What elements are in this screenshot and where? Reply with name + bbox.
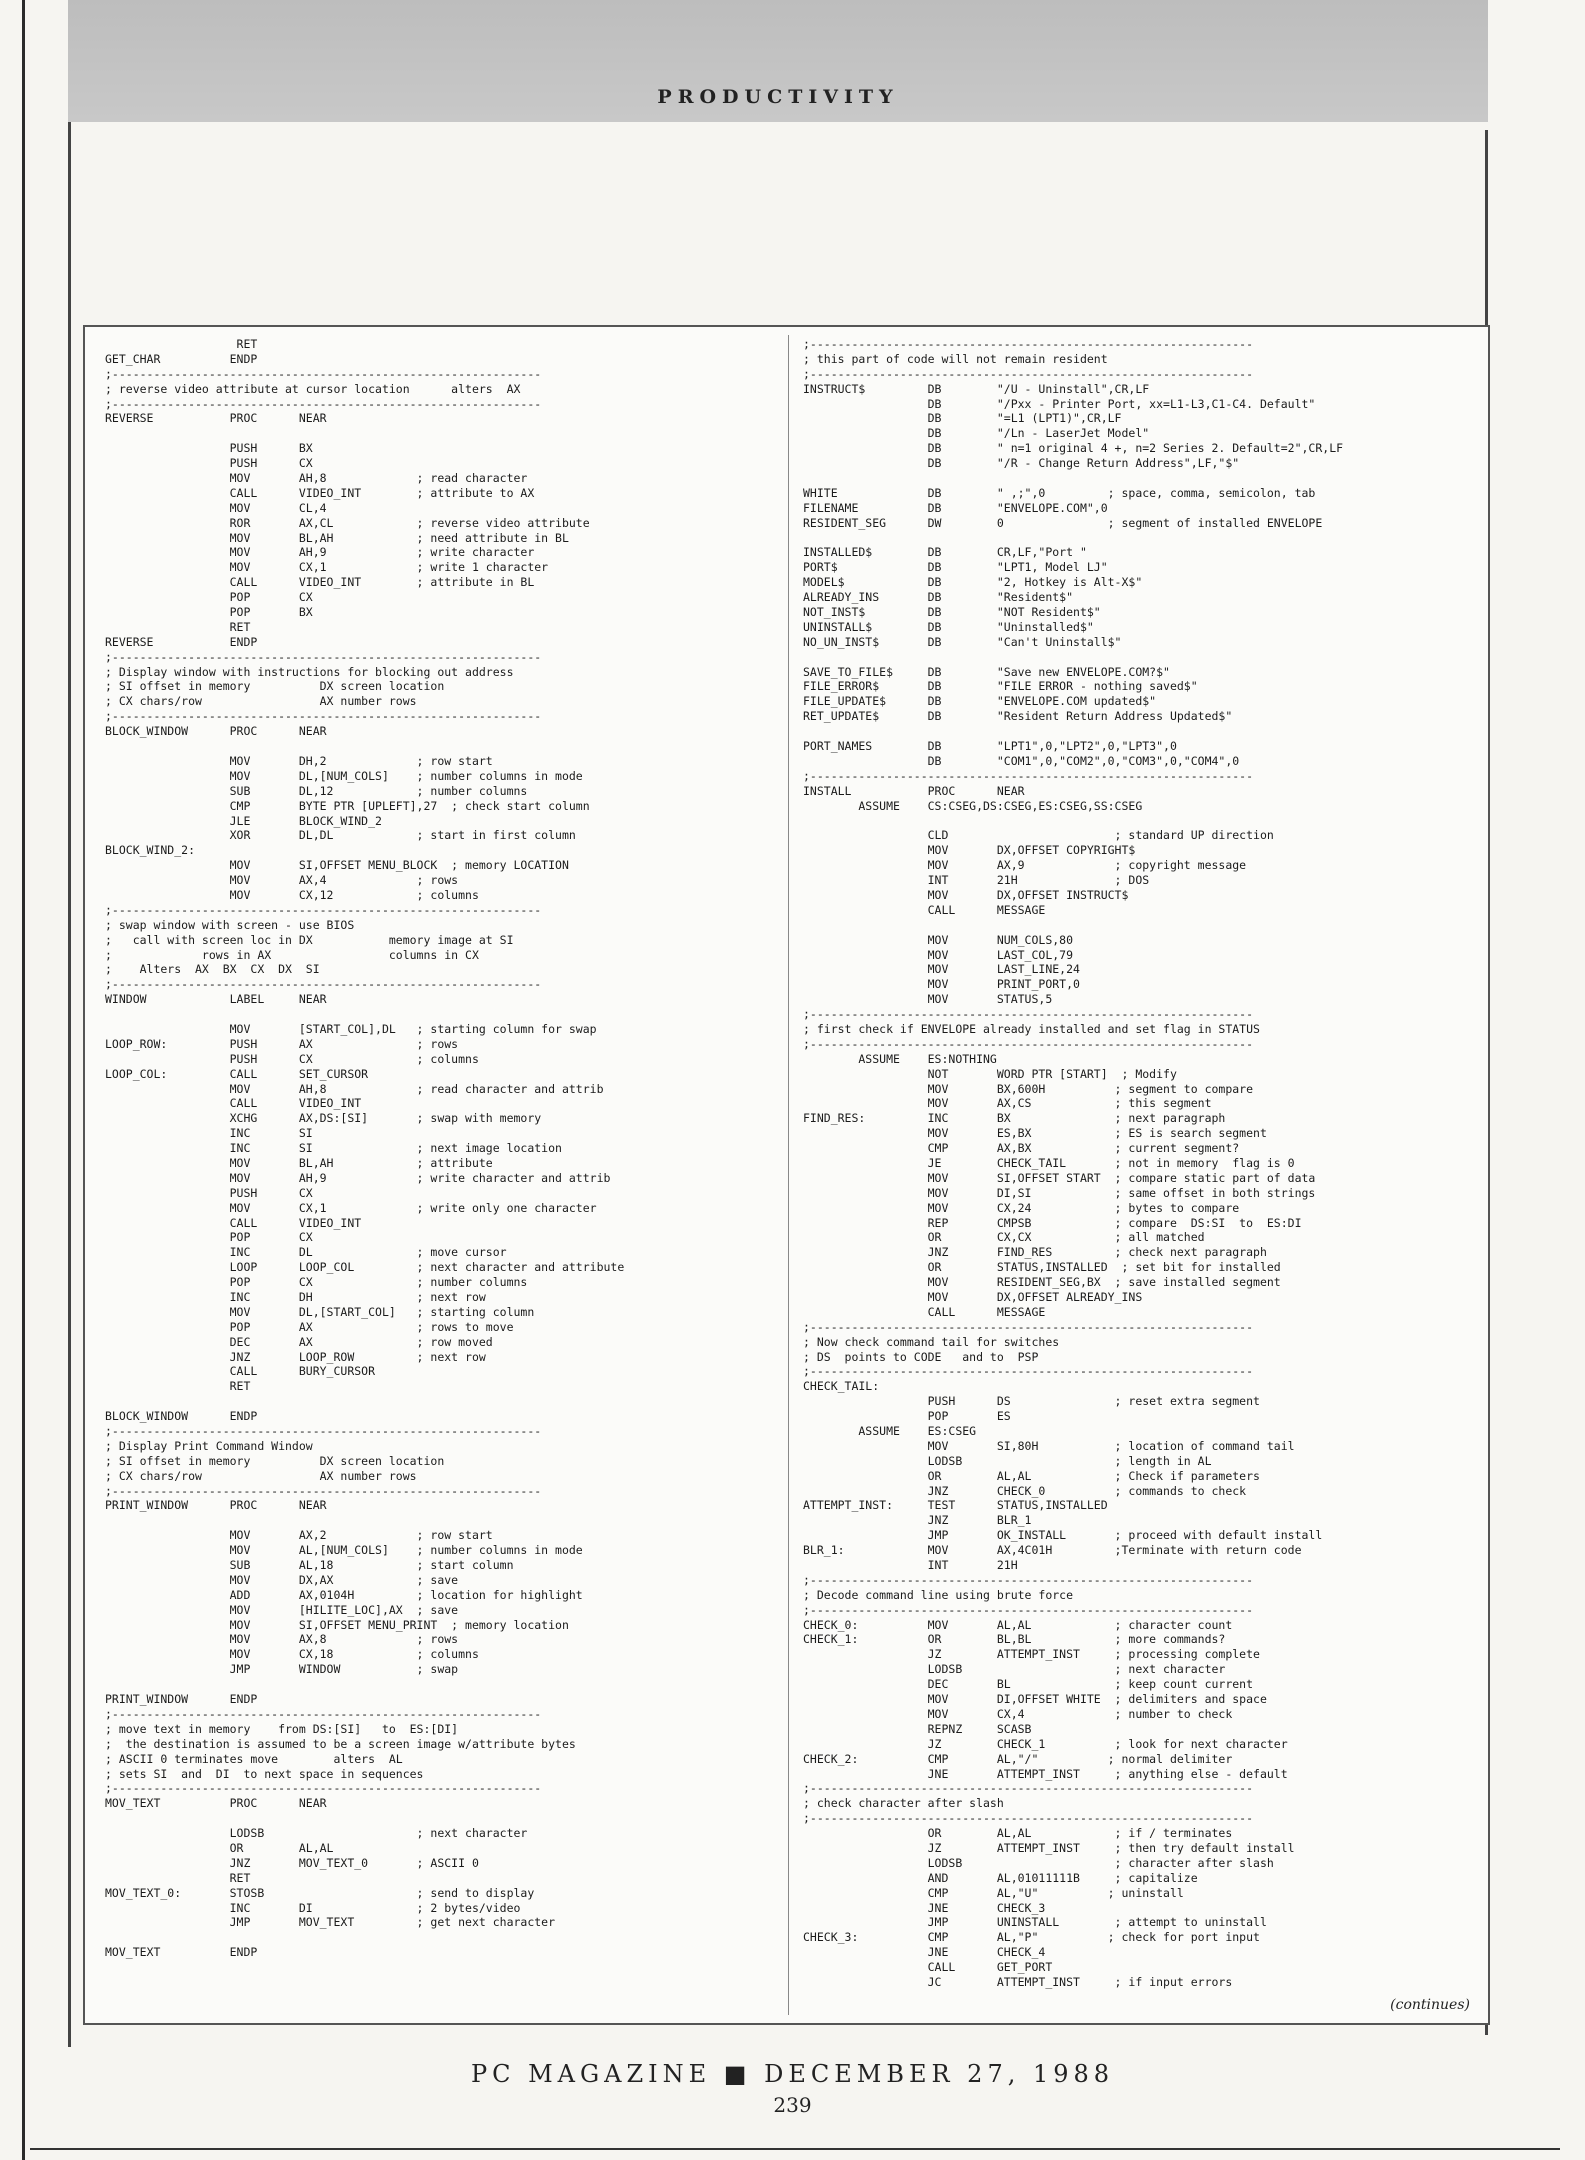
code-line: DB "/Ln - LaserJet Model" [803, 426, 1150, 441]
code-line: ; CX chars/row AX number rows [105, 694, 417, 709]
code-line: ;-------------------------------------------------------------- [105, 649, 542, 664]
code-line: INC DI ; 2 bytes/video [105, 1900, 521, 1915]
code-line: ; Alters AX BX CX DX SI [105, 962, 320, 977]
code-line: MOV BL,AH ; attribute [105, 1155, 493, 1170]
code-line: DB " n=1 original 4 +, n=2 Series 2. Default=2",CR,LF [803, 441, 1344, 456]
code-line: MOV SI,OFFSET START ; compare static part of data [803, 1170, 1316, 1185]
code-line: JNZ FIND_RES ; check next paragraph [803, 1245, 1267, 1260]
code-listing-box [83, 325, 1490, 2025]
code-line: RET [105, 1379, 251, 1394]
code-line: LODSB ; character after slash [803, 1855, 1274, 1870]
code-line: SAVE_TO_FILE$ DB "Save new ENVELOPE.COM?$" [803, 664, 1170, 679]
code-line: JNE CHECK_3 [803, 1900, 1046, 1915]
code-line: GET_CHAR ENDP [105, 351, 258, 366]
code-column-left [105, 337, 785, 2012]
page-number: 239 [773, 2093, 812, 2117]
code-line [803, 531, 1483, 546]
code-line: ASSUME ES:NOTHING [803, 1051, 997, 1066]
code-line: PUSH DS ; reset extra segment [803, 1394, 1260, 1409]
code-line: ;-------------------------------------------------------------- [105, 1424, 542, 1439]
code-line: JZ ATTEMPT_INST ; then try default install [803, 1840, 1295, 1855]
code-line: RET [105, 1870, 251, 1885]
code-line: ; swap window with screen - use BIOS [105, 917, 355, 932]
code-line: DB "COM1",0,"COM2",0,"COM3",0,"COM4",0 [803, 753, 1240, 768]
code-line: MOV SI,OFFSET MENU_BLOCK ; memory LOCATION [105, 858, 569, 873]
code-line: MOV CX,18 ; columns [105, 1647, 479, 1662]
code-line: JMP UNINSTALL ; attempt to uninstall [803, 1915, 1267, 1930]
code-line: MOV DI,OFFSET WHITE ; delimiters and space [803, 1692, 1267, 1707]
code-line: ;-------------------------------------------------------------- [105, 366, 542, 381]
code-line: FIND_RES: INC BX ; next paragraph [803, 1111, 1226, 1126]
code-line: LOOP_COL: CALL SET_CURSOR [105, 1066, 369, 1081]
code-line: CALL VIDEO_INT [105, 1215, 362, 1230]
code-line: ;---------------------------------------------------------------- [803, 1319, 1254, 1334]
code-line: MOV BX,600H ; segment to compare [803, 1081, 1254, 1096]
code-line: INSTALL PROC NEAR [803, 783, 1025, 798]
code-line: MOV_TEXT ENDP [105, 1945, 258, 1960]
code-line: OR AL,AL ; Check if parameters [803, 1468, 1260, 1483]
code-line: CALL VIDEO_INT ; attribute in BL [105, 575, 535, 590]
code-line: BLOCK_WINDOW ENDP [105, 1409, 258, 1424]
bottom-rule [30, 2148, 1560, 2150]
code-line: DB "/R - Change Return Address",LF,"$" [803, 456, 1240, 471]
code-line: MOV RESIDENT_SEG,BX ; save installed segment [803, 1275, 1281, 1290]
code-line: INC SI ; next image location [105, 1141, 562, 1156]
code-line: ;-------------------------------------------------------------- [105, 977, 542, 992]
code-line: CHECK_0: MOV AL,AL ; character count [803, 1617, 1233, 1632]
code-line: ; move text in memory from DS:[SI] to ES:[DI] [105, 1721, 459, 1736]
code-line: MOV_TEXT_0: STOSB ; send to display [105, 1885, 535, 1900]
code-line: OR STATUS,INSTALLED ; set bit for installed [803, 1260, 1281, 1275]
code-line: MOV LAST_LINE,24 [803, 962, 1080, 977]
code-line: INSTALLED$ DB CR,LF,"Port " [803, 545, 1087, 560]
code-line: ; first check if ENVELOPE already installed and set flag in STATUS [803, 1021, 1260, 1036]
code-line: PUSH BX [105, 441, 313, 456]
code-line [105, 1811, 785, 1826]
code-line: FILENAME DB "ENVELOPE.COM",0 [803, 500, 1108, 515]
code-line: PORT_NAMES DB "LPT1",0,"LPT2",0,"LPT3",0 [803, 739, 1177, 754]
code-line: ;-------------------------------------------------------------- [105, 902, 542, 917]
code-line: NOT WORD PTR [START] ; Modify [803, 1066, 1177, 1081]
code-line: CALL MESSAGE [803, 1304, 1046, 1319]
code-line: ; reverse video attribute at cursor location alters AX [105, 381, 521, 396]
code-line: JNZ LOOP_ROW ; next row [105, 1349, 486, 1364]
code-line: JZ ATTEMPT_INST ; processing complete [803, 1647, 1260, 1662]
code-line: ;---------------------------------------------------------------- [803, 1364, 1254, 1379]
code-line: MOV AX,4 ; rows [105, 873, 459, 888]
code-line: JNE ATTEMPT_INST ; anything else - default [803, 1766, 1288, 1781]
code-line: JNE CHECK_4 [803, 1945, 1046, 1960]
code-line: OR AL,AL [105, 1840, 334, 1855]
code-line: ; the destination is assumed to be a screen image w/attribute bytes [105, 1736, 576, 1751]
code-line [105, 1394, 785, 1409]
code-line: MOV AH,8 ; read character and attrib [105, 1081, 604, 1096]
code-line: POP CX [105, 1230, 313, 1245]
code-line [105, 426, 785, 441]
code-line: ASSUME ES:CSEG [803, 1424, 977, 1439]
code-line: ;-------------------------------------------------------------- [105, 709, 542, 724]
code-line: ; this part of code will not remain resident [803, 351, 1108, 366]
code-line: ; ASCII 0 terminates move alters AL [105, 1751, 403, 1766]
code-line: MOV AH,8 ; read character [105, 471, 528, 486]
code-line: BLOCK_WINDOW PROC NEAR [105, 724, 327, 739]
code-line: ; DS points to CODE and to PSP [803, 1349, 1039, 1364]
code-line: RET_UPDATE$ DB "Resident Return Address Updated$" [803, 709, 1233, 724]
code-line: DB "=L1 (LPT1)",CR,LF [803, 411, 1122, 426]
code-line: WINDOW LABEL NEAR [105, 992, 327, 1007]
code-line: MOV CL,4 [105, 500, 327, 515]
code-line: JMP MOV_TEXT ; get next character [105, 1915, 556, 1930]
code-line: CMP AL,"U" ; uninstall [803, 1885, 1184, 1900]
code-line: NO_UN_INST$ DB "Can't Uninstall$" [803, 634, 1122, 649]
code-line: MOV SI,OFFSET MENU_PRINT ; memory location [105, 1617, 569, 1632]
code-line: CALL VIDEO_INT ; attribute to AX [105, 485, 535, 500]
code-line: JMP OK_INSTALL ; proceed with default install [803, 1528, 1323, 1543]
code-line: MOV DH,2 ; row start [105, 753, 493, 768]
code-line: JZ CHECK_1 ; look for next character [803, 1736, 1288, 1751]
code-line: ; sets SI and DI to next space in sequences [105, 1766, 424, 1781]
code-line: MOV LAST_COL,79 [803, 947, 1074, 962]
code-line [803, 471, 1483, 486]
code-line: PUSH CX [105, 456, 313, 471]
code-line: AND AL,01011111B ; capitalize [803, 1870, 1198, 1885]
section-title: PRODUCTIVITY [657, 86, 899, 108]
code-line: POP CX ; number columns [105, 1275, 528, 1290]
code-line: ; SI offset in memory DX screen location [105, 1453, 445, 1468]
code-line [803, 814, 1483, 829]
code-line: XOR DL,DL ; start in first column [105, 828, 576, 843]
code-line: RESIDENT_SEG DW 0 ; segment of installed ENVELOPE [803, 515, 1323, 530]
code-line: CMP BYTE PTR [UPLEFT],27 ; check start column [105, 798, 590, 813]
code-line: INC SI [105, 1126, 313, 1141]
code-line: ;-------------------------------------------------------------- [105, 1706, 542, 1721]
code-line: ;---------------------------------------------------------------- [803, 1811, 1254, 1826]
code-line: SUB AL,18 ; start column [105, 1558, 514, 1573]
code-line: MOV AX,9 ; copyright message [803, 858, 1247, 873]
code-line: CHECK_1: OR BL,BL ; more commands? [803, 1632, 1226, 1647]
code-line: ;---------------------------------------------------------------- [803, 1781, 1254, 1796]
code-line: MOV CX,24 ; bytes to compare [803, 1200, 1240, 1215]
code-line: MOV CX,4 ; number to check [803, 1706, 1233, 1721]
code-line [105, 1677, 785, 1692]
code-line: CLD ; standard UP direction [803, 828, 1274, 843]
code-line: JLE BLOCK_WIND_2 [105, 813, 382, 828]
code-line: RET [105, 619, 251, 634]
code-line: JC ATTEMPT_INST ; if input errors [803, 1974, 1233, 1989]
code-line: NOT_INST$ DB "NOT Resident$" [803, 605, 1101, 620]
code-line: LODSB ; length in AL [803, 1453, 1212, 1468]
code-line [803, 724, 1483, 739]
code-line: ;-------------------------------------------------------------- [105, 396, 542, 411]
code-line: CALL GET_PORT [803, 1960, 1053, 1975]
code-line: SUB DL,12 ; number columns [105, 783, 528, 798]
code-line: POP CX [105, 590, 313, 605]
code-line: BLOCK_WIND_2: [105, 843, 196, 858]
code-line: MOV AX,2 ; row start [105, 1528, 493, 1543]
page-edge-rule [22, 0, 25, 2160]
code-line: MOV AL,[NUM_COLS] ; number columns in mode [105, 1543, 583, 1558]
code-line: ;-------------------------------------------------------------- [105, 1483, 542, 1498]
code-line: MOV CX,1 ; write 1 character [105, 560, 549, 575]
code-line: LOOP LOOP_COL ; next character and attribute [105, 1260, 625, 1275]
code-line: MOV DX,OFFSET INSTRUCT$ [803, 887, 1129, 902]
code-line: MOV DL,[NUM_COLS] ; number columns in mode [105, 768, 583, 783]
code-line: FILE_UPDATE$ DB "ENVELOPE.COM updated$" [803, 694, 1157, 709]
code-line: MOV STATUS,5 [803, 992, 1053, 1007]
code-line [105, 739, 785, 754]
code-line: ;-------------------------------------------------------------- [105, 1781, 542, 1796]
code-line: MOV AH,9 ; write character [105, 545, 535, 560]
code-line: MOV SI,80H ; location of command tail [803, 1438, 1295, 1453]
code-line: PORT$ DB "LPT1, Model LJ" [803, 560, 1108, 575]
code-line: LODSB ; next character [803, 1662, 1226, 1677]
code-line: MOV CX,1 ; write only one character [105, 1200, 597, 1215]
code-line: ; Decode command line using brute force [803, 1587, 1074, 1602]
magazine-footer: PC MAGAZINE ■ DECEMBER 27, 1988 [470, 2060, 1115, 2088]
code-line: ; rows in AX columns in CX [105, 947, 479, 962]
code-line: MODEL$ DB "2, Hotkey is Alt-X$" [803, 575, 1143, 590]
code-line: DB "/Pxx - Printer Port, xx=L1-L3,C1-C4. Default" [803, 396, 1316, 411]
code-line: PRINT_WINDOW PROC NEAR [105, 1498, 327, 1513]
code-line [803, 650, 1483, 665]
code-line: INC DL ; move cursor [105, 1245, 507, 1260]
code-line: DEC AX ; row moved [105, 1334, 493, 1349]
code-line: MOV DX,AX ; save [105, 1572, 459, 1587]
code-line: CALL MESSAGE [803, 902, 1046, 917]
code-line: REPNZ SCASB [803, 1721, 1032, 1736]
code-line: MOV [START_COL],DL ; starting column for swap [105, 1021, 597, 1036]
code-line: ; Display window with instructions for blocking out address [105, 664, 514, 679]
code-column-right [803, 337, 1483, 2012]
code-line: LOOP_ROW: PUSH AX ; rows [105, 1036, 459, 1051]
code-line: CALL BURY_CURSOR [105, 1364, 376, 1379]
code-line: FILE_ERROR$ DB "FILE ERROR - nothing saved$" [803, 679, 1198, 694]
code-line: ;---------------------------------------------------------------- [803, 768, 1254, 783]
code-line: DEC BL ; keep count current [803, 1677, 1254, 1692]
header-band [68, 0, 1488, 122]
code-line [105, 1007, 785, 1022]
code-line: POP BX [105, 605, 313, 620]
code-line: ALREADY_INS DB "Resident$" [803, 590, 1074, 605]
code-line: ;---------------------------------------------------------------- [803, 1602, 1254, 1617]
code-line: MOV NUM_COLS,80 [803, 932, 1074, 947]
frame-left-rule [68, 122, 71, 2047]
code-line: ; SI offset in memory DX screen location [105, 679, 445, 694]
code-line: CHECK_3: CMP AL,"P" ; check for port input [803, 1930, 1260, 1945]
code-line: LODSB ; next character [105, 1826, 528, 1841]
code-line: UNINSTALL$ DB "Uninstalled$" [803, 619, 1094, 634]
code-line: ;---------------------------------------------------------------- [803, 1007, 1254, 1022]
code-line [803, 918, 1483, 933]
code-line: JNZ CHECK_0 ; commands to check [803, 1483, 1247, 1498]
code-line: JE CHECK_TAIL ; not in memory flag is 0 [803, 1155, 1295, 1170]
code-line: MOV [HILITE_LOC],AX ; save [105, 1602, 459, 1617]
code-line: JNZ BLR_1 [803, 1513, 1032, 1528]
code-line: MOV CX,12 ; columns [105, 887, 479, 902]
code-line: OR CX,CX ; all matched [803, 1230, 1205, 1245]
code-line: CALL VIDEO_INT [105, 1096, 362, 1111]
code-line: ; call with screen loc in DX memory image at SI [105, 932, 514, 947]
code-line: MOV PRINT_PORT,0 [803, 977, 1080, 992]
code-line: INSTRUCT$ DB "/U - Uninstall",CR,LF [803, 381, 1150, 396]
code-line: WHITE DB " ,;",0 ; space, comma, semicolon, tab [803, 485, 1316, 500]
code-line: INT 21H [803, 1558, 1018, 1573]
code-line: MOV AH,9 ; write character and attrib [105, 1170, 611, 1185]
code-line: ASSUME CS:CSEG,DS:CSEG,ES:CSEG,SS:CSEG [803, 798, 1143, 813]
code-line: ATTEMPT_INST: TEST STATUS,INSTALLED [803, 1498, 1108, 1513]
code-line: ;---------------------------------------------------------------- [803, 337, 1254, 351]
code-line: RET [105, 337, 258, 351]
code-line: INT 21H ; DOS [803, 873, 1150, 888]
code-line: ROR AX,CL ; reverse video attribute [105, 515, 590, 530]
code-line: MOV DX,OFFSET COPYRIGHT$ [803, 843, 1136, 858]
code-line: JMP WINDOW ; swap [105, 1662, 459, 1677]
code-line [105, 1513, 785, 1528]
code-line: PUSH CX [105, 1185, 313, 1200]
code-line: REP CMPSB ; compare DS:SI to ES:DI [803, 1215, 1302, 1230]
code-line: MOV DL,[START_COL] ; starting column [105, 1304, 535, 1319]
code-line: REVERSE PROC NEAR [105, 411, 327, 426]
continues-note: (continues) [1390, 1997, 1470, 2013]
code-line: ;---------------------------------------------------------------- [803, 366, 1254, 381]
code-line: BLR_1: MOV AX,4C01H ;Terminate with return code [803, 1543, 1302, 1558]
code-line: ADD AX,0104H ; location for highlight [105, 1587, 583, 1602]
code-line: ; Now check command tail for switches [803, 1334, 1060, 1349]
code-line: MOV DI,SI ; same offset in both strings [803, 1185, 1316, 1200]
code-line: PRINT_WINDOW ENDP [105, 1692, 258, 1707]
code-line: MOV AX,CS ; this segment [803, 1096, 1212, 1111]
code-line: CMP AX,BX ; current segment? [803, 1141, 1240, 1156]
code-line: MOV DX,OFFSET ALREADY_INS [803, 1290, 1143, 1304]
code-line [105, 1930, 785, 1945]
code-line: CHECK_TAIL: [803, 1379, 880, 1394]
code-line: ; Display Print Command Window [105, 1438, 313, 1453]
code-line: ; check character after slash [803, 1796, 1004, 1811]
code-line: POP ES [803, 1409, 1011, 1424]
code-line: REVERSE ENDP [105, 634, 258, 649]
code-line: MOV AX,8 ; rows [105, 1632, 459, 1647]
code-line: MOV BL,AH ; need attribute in BL [105, 530, 569, 545]
code-line: POP AX ; rows to move [105, 1319, 514, 1334]
code-line: ;---------------------------------------------------------------- [803, 1036, 1254, 1051]
code-line: JNZ MOV_TEXT_0 ; ASCII 0 [105, 1855, 479, 1870]
code-line: ; CX chars/row AX number rows [105, 1468, 417, 1483]
column-divider [788, 335, 789, 2015]
code-line: PUSH CX ; columns [105, 1051, 479, 1066]
code-line: MOV ES,BX ; ES is search segment [803, 1126, 1267, 1141]
code-line: ;---------------------------------------------------------------- [803, 1572, 1254, 1587]
code-line: INC DH ; next row [105, 1290, 486, 1304]
code-line: CHECK_2: CMP AL,"/" ; normal delimiter [803, 1751, 1233, 1766]
code-line: MOV_TEXT PROC NEAR [105, 1796, 327, 1811]
code-line: XCHG AX,DS:[SI] ; swap with memory [105, 1111, 542, 1126]
code-line: OR AL,AL ; if / terminates [803, 1826, 1233, 1841]
